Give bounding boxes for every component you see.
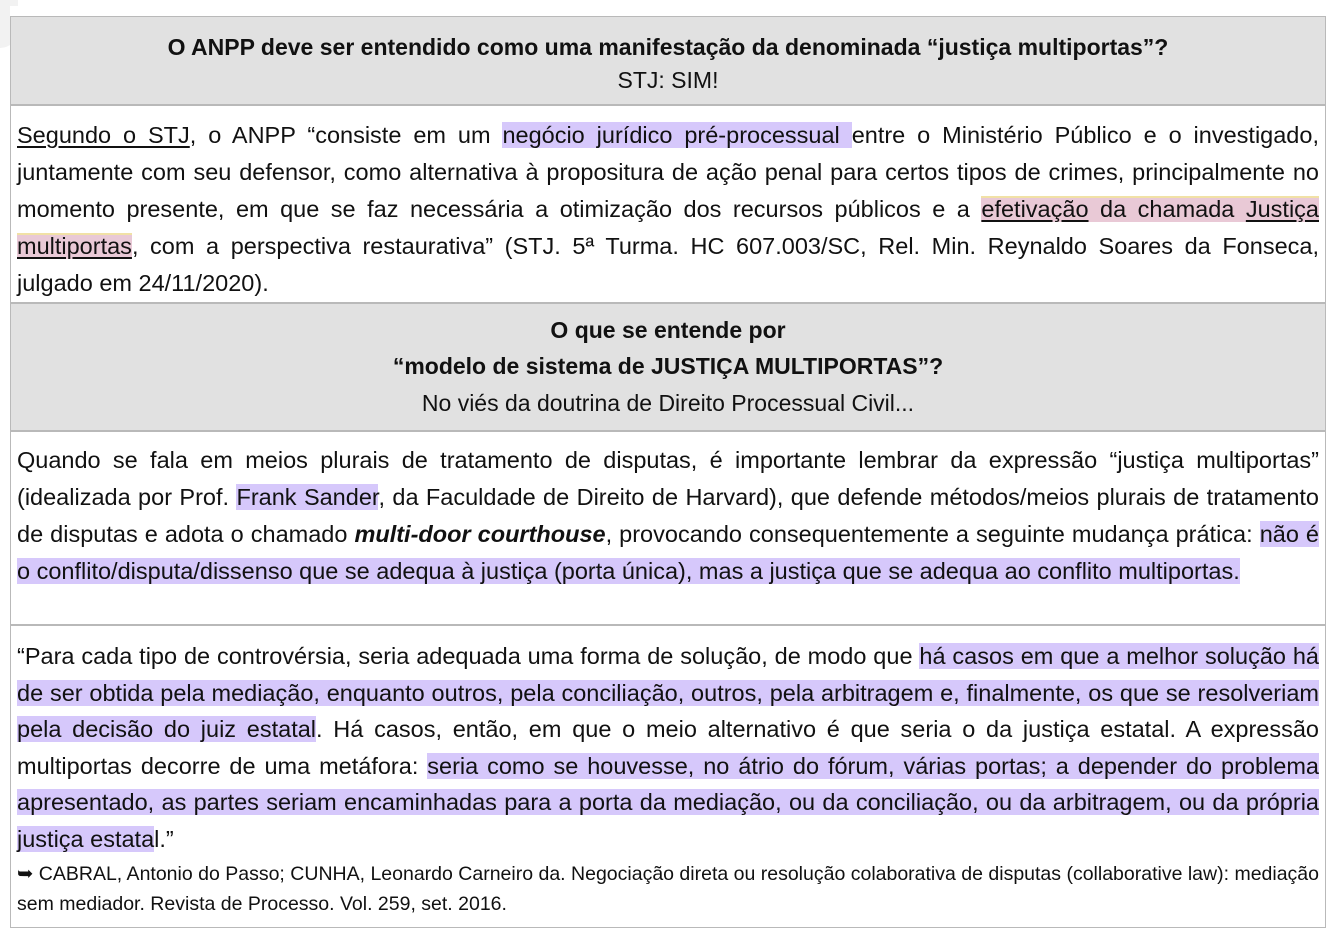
text-run: “Para cada tipo de controvérsia, seria adequada uma forma de solução, de modo que bbox=[17, 643, 920, 669]
question-title: O ANPP deve ser entendido como uma manifestação da denominada “justiça multiportas”? bbox=[167, 34, 1169, 60]
multiportas-paragraph-text bbox=[17, 442, 1319, 590]
text-run: , provocando consequentemente a seguinte mudança prática: bbox=[605, 521, 1260, 547]
text-run: da chamada bbox=[1088, 196, 1246, 222]
stj-paragraph bbox=[10, 105, 1326, 303]
text-run: Quando se fala em meios plurais de tratamento de disputas, é importante lembrar da expressão “justiça multiportas” (idealizada por Prof. bbox=[17, 447, 1319, 510]
reference-text: CABRAL, Antonio do Passo; CUNHA, Leonardo Carneiro da. Negociação direta ou resolução colaborativa de disputas (collaborative law): mediação sem mediador. Revista de Processo. Vol. 259, set. 2016. bbox=[17, 862, 1319, 915]
text-run: , da Faculdade de Direito de Harvard), que defende métodos/meios plurais de tratamento de disputas e adota o chamado bbox=[17, 484, 1319, 547]
text-run: entre o Ministério Público e o investigado, juntamente com seu defensor, como alternativa à propositura de ação penal para certos tipos de crimes, principalmente no momento presente, em que se faz necessária a otimização dos recursos públicos e a bbox=[17, 122, 1319, 222]
highlight-justica-multiportas: Justiça multiportas bbox=[17, 196, 1319, 259]
highlight-casos: há casos em que a melhor solução há de ser obtida pela mediação, enquanto outros, pela conciliação, outros, pela arbitragem e, finalmente, os que se resolveriam pela decisão do juiz estatal bbox=[17, 643, 1319, 743]
text-run: l.” bbox=[154, 825, 174, 852]
highlight-efetivacao: efetivação bbox=[981, 196, 1089, 222]
quote-reference bbox=[17, 859, 1319, 919]
question2-line2: “modelo de sistema de JUSTIÇA MULTIPORTAS”? bbox=[392, 353, 944, 379]
stj-paragraph-text bbox=[17, 117, 1319, 302]
multi-door-term: multi-door courthouse bbox=[354, 521, 606, 547]
quote-paragraph bbox=[10, 625, 1326, 928]
highlight-frank-sander: Frank Sander bbox=[236, 484, 379, 510]
question2-line1: O que se entende por bbox=[550, 317, 786, 343]
arrow-icon: ➥ bbox=[17, 861, 34, 885]
question2-line3: No viés da doutrina de Direito Processual Civil... bbox=[421, 390, 915, 416]
highlight-metafora: seria como se houvesse, no átrio do fórum, várias portas; a depender do problema apresentado, as partes seriam encaminhadas para a porta da mediação, ou da conciliação, ou da arbitragem, ou da própria justiça estata bbox=[17, 752, 1319, 852]
highlight-pratica: não é o conflito/disputa/dissenso que se adequa à justiça (porta única), mas a justiça que se adequa ao conflito multiportas. bbox=[17, 521, 1319, 584]
text-run: , com a perspectiva restaurativa” (STJ. 5ª Turma. HC 607.003/SC, Rel. Min. Reynaldo Soares da Fonseca, julgado em 24/11/2020). bbox=[17, 233, 1319, 296]
question-answer: STJ: SIM! bbox=[617, 67, 719, 93]
question-header-modelo bbox=[10, 303, 1326, 431]
text-run: . Há casos, então, em que o meio alternativo é que seria o da justiça estatal. A expressão multiportas decorre de uma metáfora: bbox=[17, 716, 1320, 779]
question-header-anpp bbox=[10, 16, 1326, 105]
multiportas-paragraph bbox=[10, 431, 1326, 625]
document-page bbox=[10, 6, 1326, 928]
highlight-negocio-juridico: negócio jurídico pré-processual bbox=[502, 122, 852, 148]
text-run: , o ANPP “consiste em um bbox=[189, 122, 503, 148]
stj-link-text: Segundo o STJ bbox=[17, 122, 190, 148]
quote-paragraph-text bbox=[17, 638, 1319, 858]
